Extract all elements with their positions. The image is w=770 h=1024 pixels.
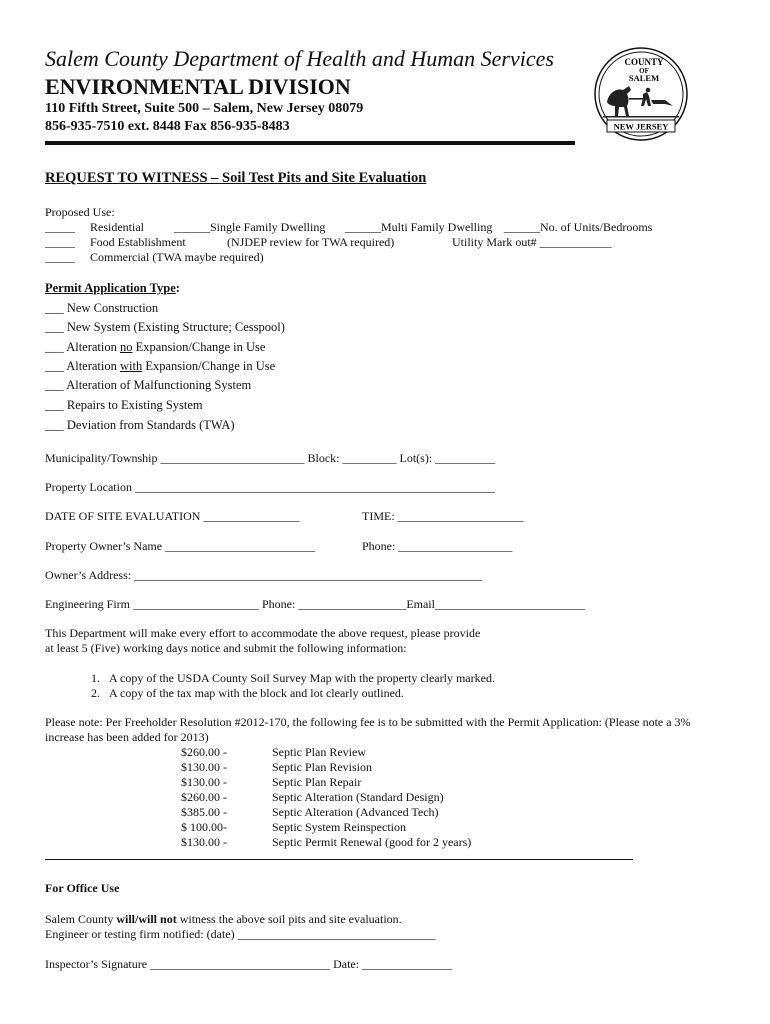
fee-description: Septic Alteration (Standard Design) — [272, 790, 444, 804]
residential-blank[interactable]: _____ — [45, 220, 75, 234]
notice-line-2: at least 5 (Five) working days notice and submit the following information: — [45, 641, 407, 655]
municipality-block-lot-field[interactable]: Municipality/Township ________________________ Block: _________ Lot(s): __________ — [45, 451, 496, 465]
fee-amount: $ 100.00- — [181, 820, 227, 834]
fee-description: Septic Plan Repair — [272, 775, 362, 789]
property-owner-name-field[interactable]: Property Owner’s Name _________________________ — [45, 539, 316, 553]
engineering-firm-field[interactable]: Engineering Firm _____________________ Phone: __________________Email_________________________ — [45, 597, 585, 611]
division-name: ENVIRONMENTAL DIVISION — [45, 74, 351, 99]
permit-option-new-construction[interactable]: ___ New Construction — [45, 301, 159, 315]
form-title: REQUEST TO WITNESS – Soil Test Pits and Site Evaluation — [45, 170, 427, 186]
units-bedrooms-field[interactable]: ______No. of Units/Bedrooms — [504, 220, 653, 234]
header-rule — [45, 141, 575, 145]
fee-description: Septic System Reinspection — [272, 820, 406, 834]
multi-family-option[interactable]: ______Multi Family Dwelling — [345, 220, 493, 234]
fee-description: Septic Permit Renewal (good for 2 years) — [272, 835, 472, 849]
requirement-item-1: 1. A copy of the USDA County Soil Survey Map with the property clearly marked. — [91, 671, 495, 685]
commercial-label: Commercial (TWA maybe required) — [90, 250, 264, 264]
commercial-blank[interactable]: _____ — [45, 250, 75, 264]
owner-phone-field[interactable]: Phone: ___________________ — [362, 539, 513, 553]
permit-option-alteration-no-expansion[interactable]: ___ Alteration no Expansion/Change in Use — [45, 340, 266, 354]
fee-amount: $130.00 - — [181, 835, 227, 849]
njdep-review-note: (NJDEP review for TWA required) — [227, 235, 395, 249]
proposed-use-label: Proposed Use: — [45, 205, 115, 219]
engineer-notified-date-field[interactable]: Engineer or testing firm notified: (date) _________________________________ — [45, 927, 436, 941]
requirement-item-2: 2. A copy of the tax map with the block and lot clearly outlined. — [91, 686, 404, 700]
permit-option-alteration-with-expansion[interactable]: ___ Alteration with Expansion/Change in Use — [45, 359, 276, 373]
single-family-option[interactable]: ______Single Family Dwelling — [174, 220, 326, 234]
food-establishment-label: Food Establishment — [90, 235, 186, 249]
fee-amount: $260.00 - — [181, 745, 227, 759]
seal-plow-horse-icon — [603, 86, 679, 118]
owner-address-field[interactable]: Owner’s Address: __________________________________________________________ — [45, 568, 483, 582]
seal-salem-text: SALEM — [628, 73, 660, 83]
fee-note-line-1: Please note: Per Freeholder Resolution #2012-170, the following fee is to be submitted with the Permit Application: (Please note a 3% — [45, 715, 691, 729]
county-seal — [593, 46, 689, 142]
permit-type-heading: Permit Application Type: — [45, 281, 180, 295]
property-location-field[interactable]: Property Location ____________________________________________________________ — [45, 480, 495, 494]
fee-amount: $385.00 - — [181, 805, 227, 819]
inspector-signature-field[interactable]: Inspector’s Signature ______________________________ Date: _______________ — [45, 957, 453, 971]
office-phone-fax: 856-935-7510 ext. 8448 Fax 856-935-8483 — [45, 119, 290, 134]
permit-option-repairs[interactable]: ___ Repairs to Existing System — [45, 398, 203, 412]
fee-description: Septic Alteration (Advanced Tech) — [272, 805, 439, 819]
fee-description: Septic Plan Revision — [272, 760, 372, 774]
fee-amount: $130.00 - — [181, 760, 227, 774]
fee-amount: $260.00 - — [181, 790, 227, 804]
permit-option-malfunctioning[interactable]: ___ Alteration of Malfunctioning System — [45, 378, 252, 392]
site-evaluation-time-field[interactable]: TIME: _____________________ — [362, 509, 524, 523]
food-establishment-blank[interactable]: _____ — [45, 235, 75, 249]
site-evaluation-date-field[interactable]: DATE OF SITE EVALUATION ________________ — [45, 509, 300, 523]
fee-amount: $130.00 - — [181, 775, 227, 789]
office-use-divider — [45, 859, 633, 860]
office-use-heading: For Office Use — [45, 881, 120, 895]
department-name: Salem County Department of Health and Human Services — [45, 46, 554, 71]
office-witness-line: Salem County will/will not witness the above soil pits and site evaluation. — [45, 912, 402, 926]
permit-option-new-system[interactable]: ___ New System (Existing Structure; Cesspool) — [45, 320, 285, 334]
office-address: 110 Fifth Street, Suite 500 – Salem, New Jersey 08079 — [45, 101, 364, 116]
seal-banner-text: NEW JERSEY — [613, 121, 669, 132]
notice-line-1: This Department will make every effort to accommodate the above request, please provide — [45, 626, 481, 640]
fee-description: Septic Plan Review — [272, 745, 366, 759]
utility-markout-field[interactable]: Utility Mark out# ____________ — [452, 235, 612, 249]
residential-label: Residential — [90, 220, 144, 234]
permit-option-deviation[interactable]: ___ Deviation from Standards (TWA) — [45, 418, 235, 432]
seal-county-text: COUNTY — [624, 57, 664, 67]
seal-of-text: OF — [639, 67, 649, 75]
fee-note-line-2: increase has been added for 2013) — [45, 730, 209, 744]
